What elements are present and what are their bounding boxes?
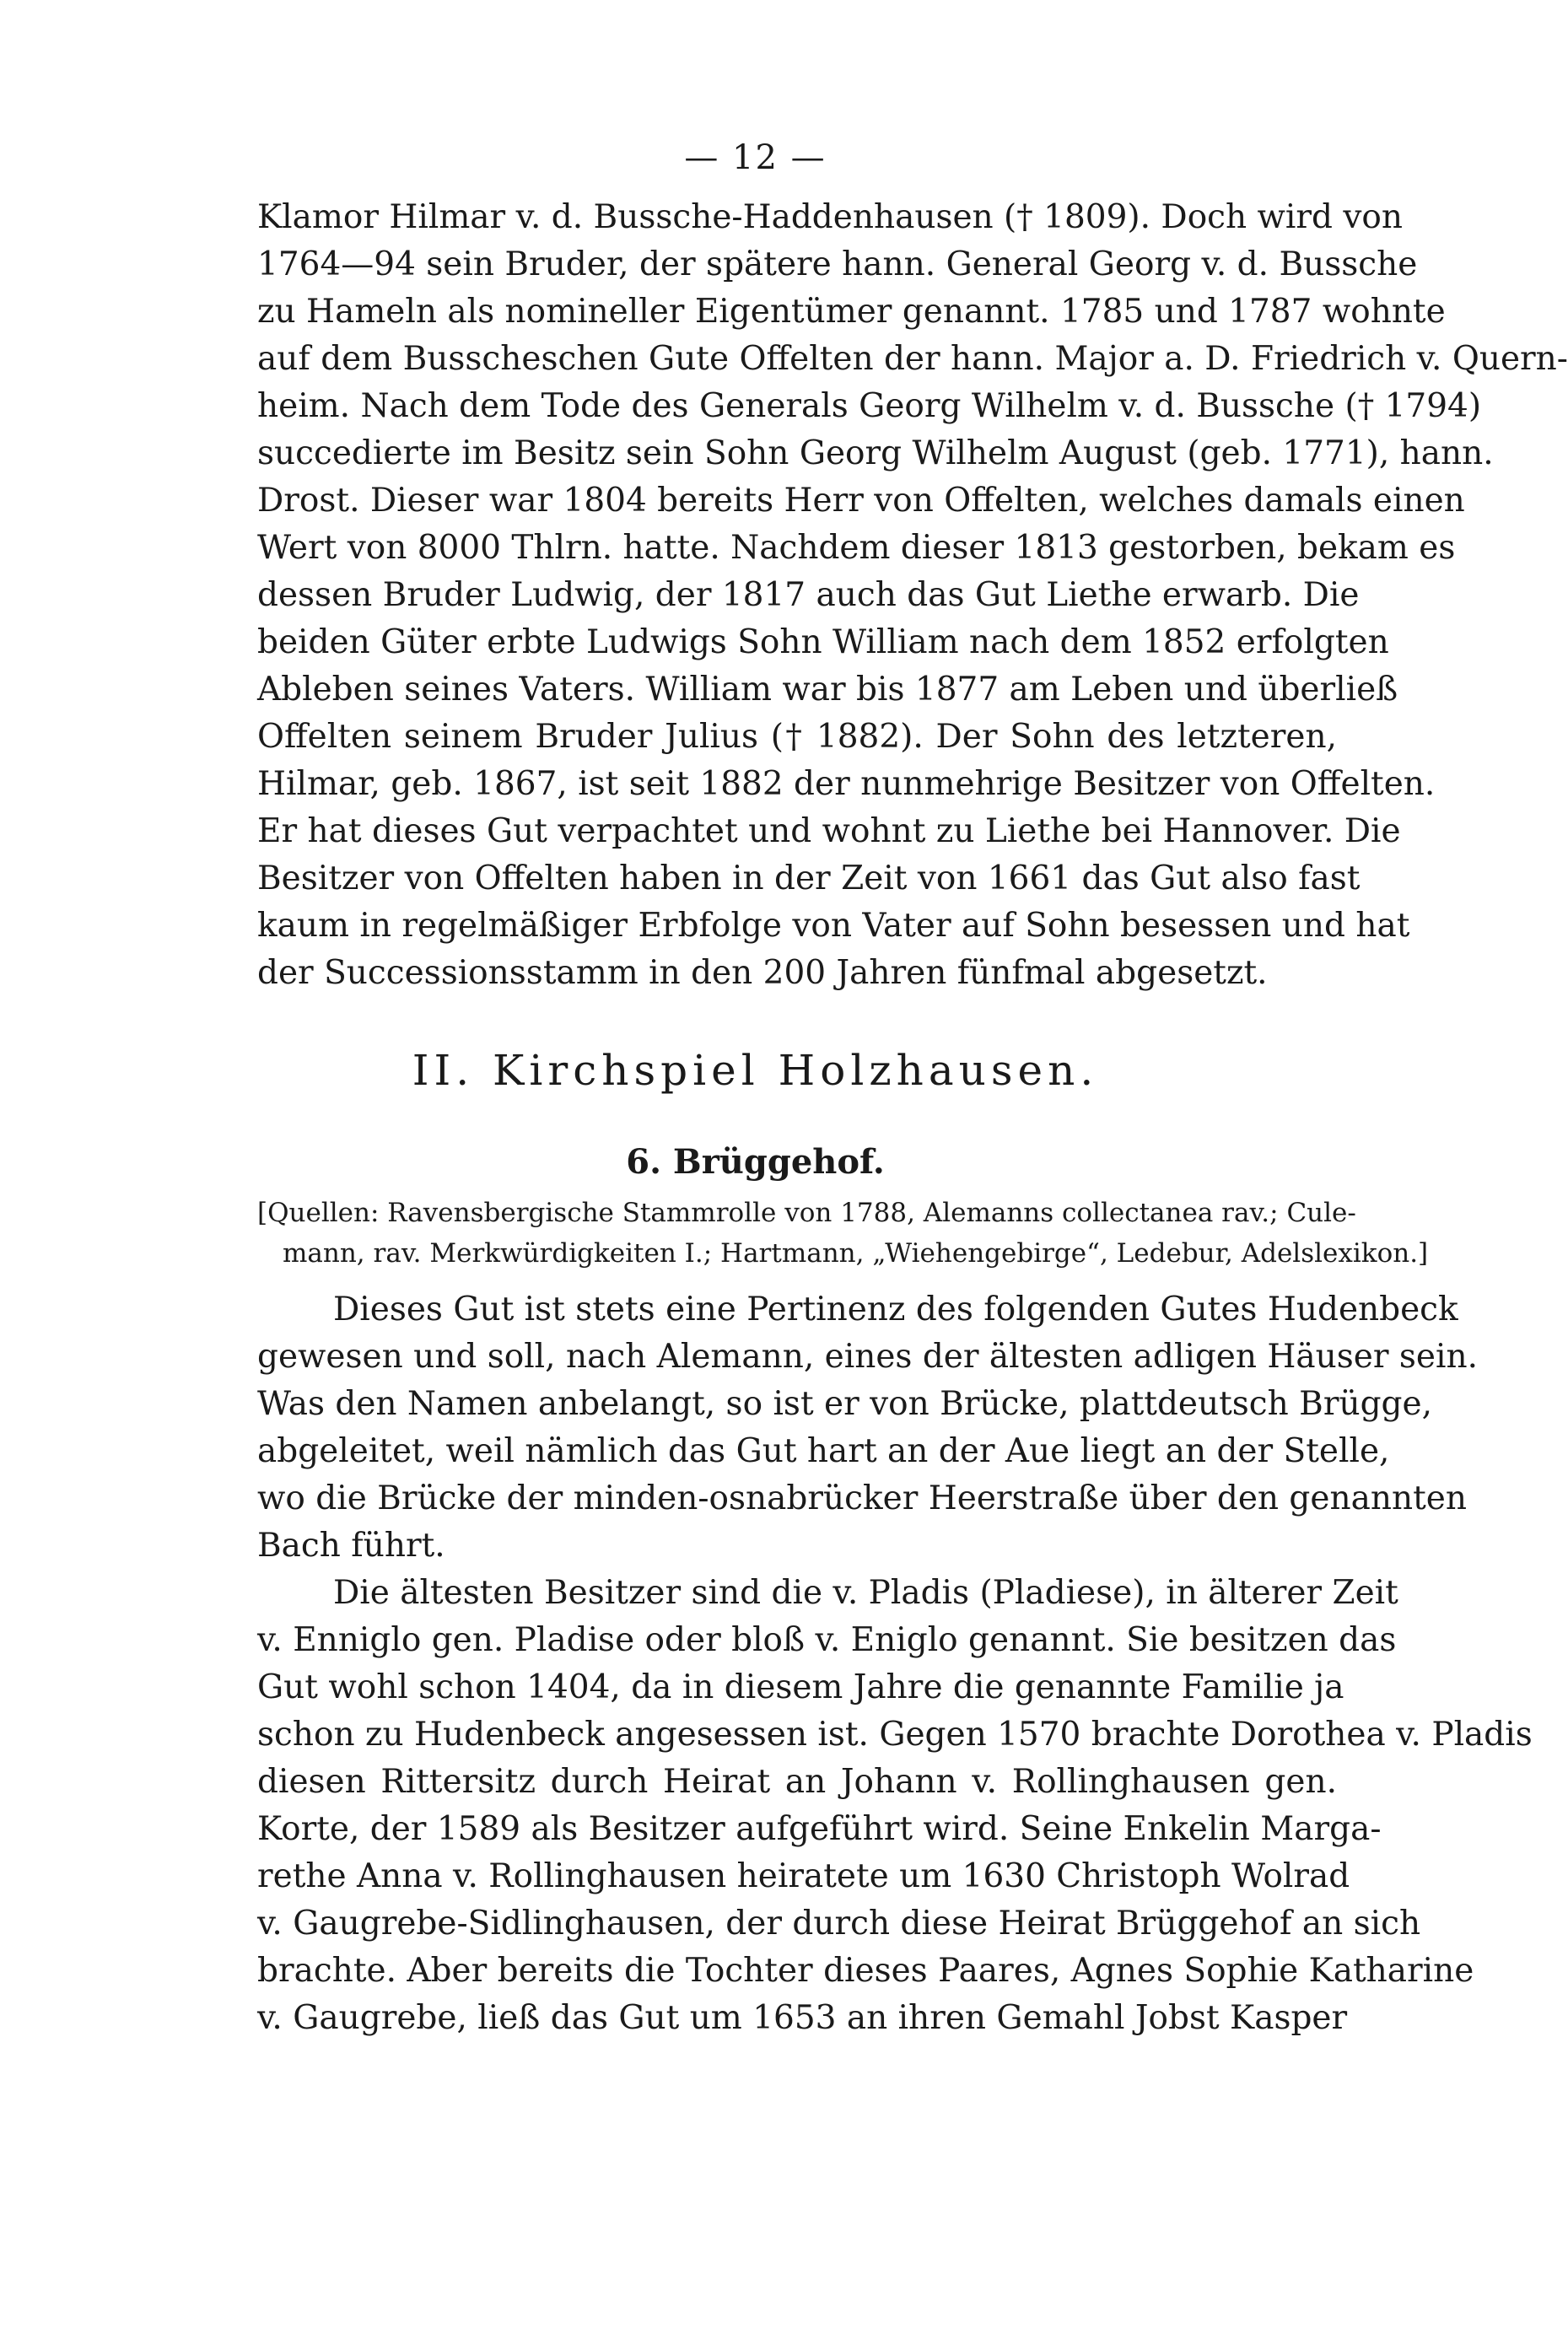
sources-note [257,1193,1429,1274]
text-line: heim. Nach dem Tode des Generals Georg Wilhelm v. d. Bussche († 1794) [257,387,1482,425]
text-line: der Successionsstamm in den 200 Jahren fünfmal abgesetzt. [257,954,1268,992]
paragraph-top [257,194,1568,997]
sources-line: mann, rav. Merkwürdigkeiten I.; Hartmann, „Wiehengebirge“, Ledebur, Adelslexikon.] [283,1238,1429,1269]
text-line: abgeleitet, weil nämlich das Gut hart an der Aue liegt an der Stelle, [257,1432,1390,1470]
text-line: diesen Rittersitz durch Heirat an Johann v. Rollinghausen gen. [257,1763,1337,1801]
text-line: Bach führt. [257,1527,445,1565]
text-line: schon zu Hudenbeck angesessen ist. Gegen 1570 brachte Dorothea v. Pladis [257,1716,1533,1754]
text-line: dessen Bruder Ludwig, der 1817 auch das Gut Liethe erwarb. Die [257,576,1360,614]
text-line: Was den Namen anbelangt, so ist er von Brücke, plattdeutsch Brügge, [257,1385,1432,1423]
section-heading: II. Kirchspiel Holzhausen. [412,1046,1099,1095]
text-line: Drost. Dieser war 1804 bereits Herr von Offelten, welches damals einen [257,482,1465,520]
text-line: auf dem Busscheschen Gute Offelten der hann. Major a. D. Friedrich v. Quern- [257,340,1568,378]
text-line: Offelten seinem Bruder Julius († 1882). Der Sohn des letzteren, [257,718,1337,756]
text-line: kaum in regelmäßiger Erbfolge von Vater auf Sohn besessen und hat [257,907,1410,945]
text-line: zu Hameln als nomineller Eigentümer genannt. 1785 und 1787 wohnte [257,293,1446,331]
text-line: v. Gaugrebe-Sidlinghausen, der durch diese Heirat Brüggehof an sich [257,1905,1421,1943]
text-line: beiden Güter erbte Ludwigs Sohn William nach dem 1852 erfolgten [257,623,1389,661]
text-line: succedierte im Besitz sein Sohn Georg Wilhelm August (geb. 1771), hann. [257,434,1494,472]
text-line: Er hat dieses Gut verpachtet und wohnt zu Liethe bei Hannover. Die [257,812,1401,850]
text-line: Besitzer von Offelten haben in der Zeit von 1661 das Gut also fast [257,860,1361,897]
text-line: rethe Anna v. Rollinghausen heiratete um 1630 Christoph Wolrad [257,1857,1350,1895]
text-line: Ableben seines Vaters. William war bis 1877 am Leben und überließ [257,671,1398,709]
entry-title: 6. Brüggehof. [626,1142,885,1182]
sources-line: [Quellen: Ravensbergische Stammrolle von 1788, Alemanns collectanea rav.; Cule- [257,1198,1356,1228]
text-line: Die ältesten Besitzer sind die v. Pladis (Pladiese), in älterer Zeit [333,1574,1398,1612]
text-line: Gut wohl schon 1404, da in diesem Jahre die genannte Familie ja [257,1668,1344,1706]
text-line: Klamor Hilmar v. d. Bussche-Haddenhausen († 1809). Doch wird von [257,198,1404,236]
text-line: v. Enniglo gen. Pladise oder bloß v. Eniglo genannt. Sie besitzen das [257,1621,1397,1659]
text-line: gewesen und soll, nach Alemann, eines der ältesten adligen Häuser sein. [257,1338,1478,1376]
paragraph-bottom [257,1286,1533,2042]
text-line: v. Gaugrebe, ließ das Gut um 1653 an ihren Gemahl Jobst Kasper [257,1999,1348,2037]
text-line: Korte, der 1589 als Besitzer aufgeführt wird. Seine Enkelin Marga- [257,1810,1382,1848]
page-number: — 12 — [684,138,827,177]
text-line: Hilmar, geb. 1867, ist seit 1882 der nunmehrige Besitzer von Offelten. [257,765,1436,803]
text-line: brachte. Aber bereits die Tochter dieses Paares, Agnes Sophie Katharine [257,1952,1474,1990]
text-line: Dieses Gut ist stets eine Pertinenz des folgenden Gutes Hudenbeck [333,1291,1458,1328]
text-line: 1764—94 sein Bruder, der spätere hann. General Georg v. d. Bussche [257,245,1418,283]
text-line: wo die Brücke der minden-osnabrücker Heerstraße über den genannten [257,1479,1467,1517]
text-line: Wert von 8000 Thlrn. hatte. Nachdem dieser 1813 gestorben, bekam es [257,529,1456,567]
